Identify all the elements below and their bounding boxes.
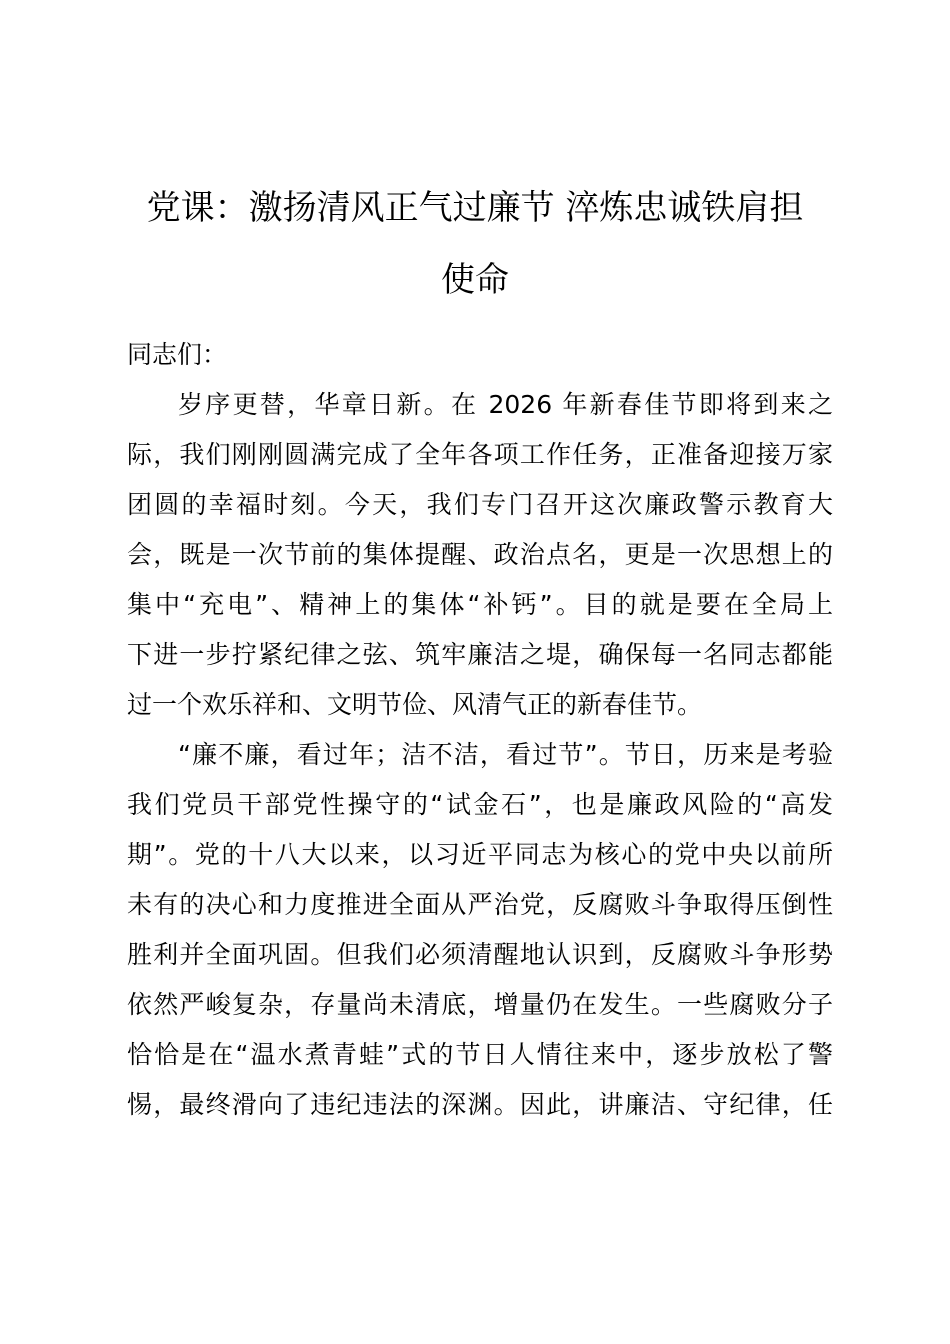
paragraph-1-line: 下进一步拧紧纪律之弦、筑牢廉洁之堤，确保每一名同志都能 xyxy=(127,640,833,669)
paragraph-1-line: 际，我们刚刚圆满完成了全年各项工作任务，正准备迎接万家 xyxy=(127,440,833,469)
paragraph-1-line: 过一个欢乐祥和、文明节俭、风清气正的新春佳节。 xyxy=(127,690,703,719)
paragraph-1-line: 会，既是一次节前的集体提醒、政治点名，更是一次思想上的 xyxy=(127,540,833,569)
paragraph-2-line: 胜利并全面巩固。但我们必须清醒地认识到，反腐败斗争形势 xyxy=(127,940,833,969)
document-title-line-1: 党课：激扬清风正气过廉节 淬炼忠诚铁肩担 xyxy=(146,188,804,228)
salutation: 同志们： xyxy=(127,340,228,369)
paragraph-1-line: 集中“充电”、精神上的集体“补钙”。目的就是要在全局上 xyxy=(127,590,833,619)
paragraph-2-line: 未有的决心和力度推进全面从严治党，反腐败斗争取得压倒性 xyxy=(127,890,833,919)
paragraph-1-line: 岁序更替，华章日新。在 2026 年新春佳节即将到来之 xyxy=(178,390,833,419)
document-title-line-2: 使命 xyxy=(441,260,509,300)
paragraph-2-line: 期”。党的十八大以来，以习近平同志为核心的党中央以前所 xyxy=(127,840,833,869)
paragraph-2-line: 恰恰是在“温水煮青蛙”式的节日人情往来中，逐步放松了警 xyxy=(127,1040,833,1069)
paragraph-1-line: 团圆的幸福时刻。今天，我们专门召开这次廉政警示教育大 xyxy=(127,490,833,519)
paragraph-2-line: “廉不廉，看过年；洁不洁，看过节”。节日，历来是考验 xyxy=(178,740,833,769)
paragraph-2-line: 惕，最终滑向了违纪违法的深渊。因此，讲廉洁、守纪律，任 xyxy=(127,1090,833,1119)
paragraph-2-line: 我们党员干部党性操守的“试金石”，也是廉政风险的“高发 xyxy=(127,790,833,819)
paragraph-2-line: 依然严峻复杂，存量尚未清底，增量仍在发生。一些腐败分子 xyxy=(127,990,833,1019)
